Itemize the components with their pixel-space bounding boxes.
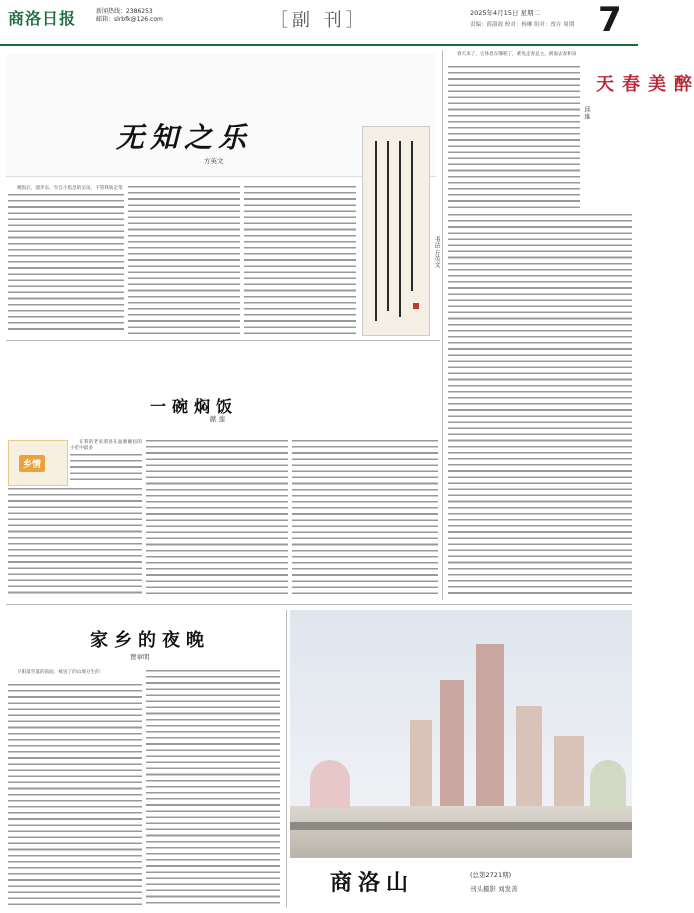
- photo-credit: 刊头摄影 刘发善: [470, 885, 518, 893]
- article-rice-author: 献 莲: [210, 415, 226, 423]
- article-rice-col-3: [292, 440, 438, 598]
- seal-stamp: [413, 303, 419, 309]
- article-night-author: 贾章明: [130, 653, 150, 661]
- sidebar-lead: 春天来了，它休息在哪呢了，难免走春总主，被溢去春和泉: [457, 52, 577, 57]
- article-rice-col-1: [8, 488, 142, 598]
- column-badge-box: [8, 440, 68, 486]
- article-night-title: 家乡的夜晚: [90, 630, 210, 651]
- page-number: 7: [598, 0, 622, 40]
- email: 邮箱：slrbfk@126.com: [96, 16, 163, 23]
- issue-date: 2025年4月15日 星期二: [470, 9, 541, 17]
- article-night-lead: 夕阳落至落的前面，被送了的山坡分生的: [17, 670, 100, 675]
- article-rice-title: 一碗焖饭: [150, 397, 239, 416]
- city-photo: [290, 610, 632, 858]
- newspaper-logo: 商洛日报: [8, 9, 77, 28]
- article-main-col-2: [128, 186, 240, 334]
- article-main-lead: 晚饭后，漫步东，至自小焦急的吴泉，不管我啥走笔: [17, 186, 123, 191]
- article-rice-col-1a: [70, 454, 142, 484]
- photo-series: (总第2721期): [470, 871, 512, 879]
- editor-credits: 责编：薛淑霞 校对：杨琳 组对：贾卉 周期: [470, 22, 575, 28]
- sidebar-col-body: [448, 214, 632, 598]
- photo-title: 商洛山: [330, 870, 415, 896]
- sidebar-title: 醉 美 春 天: [593, 74, 692, 96]
- article-night-col-2: [146, 670, 280, 908]
- article-main-title: 无知之乐: [116, 121, 253, 154]
- article-main-col-1: [8, 194, 124, 334]
- article-night-col-1: [8, 684, 142, 908]
- article-main-author: 方英文: [204, 157, 224, 165]
- publication-info: [96, 8, 163, 24]
- article-main-col-3: [244, 186, 356, 334]
- column-badge: 乡情: [19, 455, 45, 472]
- sidebar-col-top: [448, 66, 580, 212]
- calligraphy-label: 书法 方英文: [433, 236, 440, 268]
- calligraphy-image: [362, 126, 430, 336]
- article-rice-lead: 在我的老家渭县在盆塘碗宿的小吃中最多: [70, 440, 142, 452]
- section-title: ［副 刊］: [270, 10, 368, 31]
- news-hotline: 新闻热线：2386253: [96, 8, 153, 15]
- article-rice-col-2: [146, 440, 288, 598]
- masthead: [0, 0, 638, 46]
- sidebar-author: 邱 维: [583, 106, 590, 120]
